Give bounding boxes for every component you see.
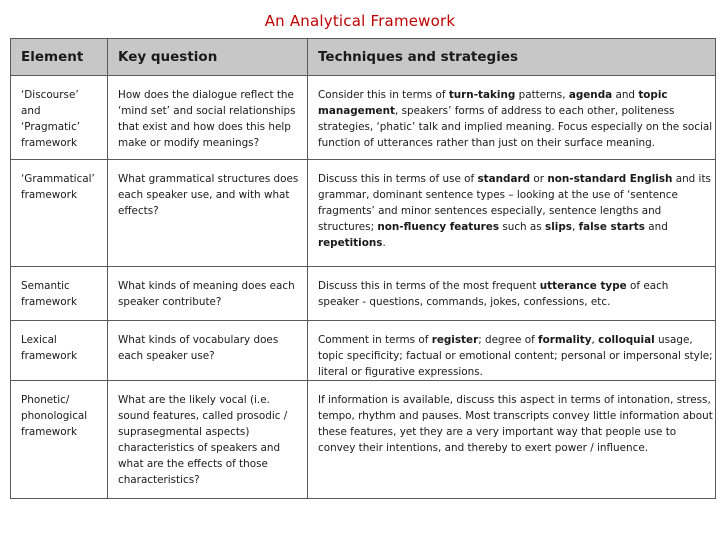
techniques-line: [318, 348, 713, 364]
text-run: Consider this in terms of: [318, 89, 449, 101]
key-term: management: [318, 105, 395, 117]
key-term: register: [431, 334, 479, 346]
question-line: make or modify meanings?: [118, 137, 260, 149]
question-line: What are the likely vocal (i.e.: [118, 394, 270, 406]
key-term: colloquial: [598, 334, 655, 346]
text-run: of each: [626, 280, 669, 292]
question-line: that exist and how does this help: [118, 121, 291, 133]
key-term: utterance type: [539, 280, 627, 292]
element-line: and: [21, 105, 41, 117]
techniques-line: [318, 135, 705, 151]
text-run: patterns,: [515, 89, 569, 101]
key-term: false starts: [578, 221, 645, 233]
question-line: What grammatical structures does: [118, 173, 299, 185]
key-term: non-fluency features: [377, 221, 500, 233]
question-line: What kinds of meaning does each: [118, 280, 295, 292]
techniques-line: [318, 332, 705, 348]
text-run: speaker - questions, commands, jokes, confessions, etc.: [318, 296, 611, 308]
element-line: framework: [21, 296, 77, 308]
text-run: convey their intentions, and thereby to exert power / influence.: [318, 442, 649, 454]
text-run: or: [530, 173, 548, 185]
element-line: framework: [21, 426, 77, 438]
element-line: Lexical: [21, 334, 57, 346]
question-line: each speaker use, and with what: [118, 189, 290, 201]
techniques-line: [318, 171, 711, 187]
techniques-line: [318, 392, 711, 408]
techniques-line: [318, 87, 705, 103]
element-line: Semantic: [21, 280, 70, 292]
techniques-line: [318, 294, 705, 310]
element-line: framework: [21, 189, 77, 201]
text-run: such as: [499, 221, 546, 233]
element-line: ‘Pragmatic’: [21, 121, 81, 133]
text-run: grammar, dominant sentence types – looking at the use of ‘sentence: [318, 189, 678, 201]
key-term: turn-taking: [448, 89, 516, 101]
text-run: ,: [591, 334, 599, 346]
text-run: Discuss this in terms of use of: [318, 173, 478, 185]
text-run: topic specificity; factual or emotional content; personal or impersonal style;: [318, 350, 713, 362]
text-run: Discuss this in terms of the most frequent: [318, 280, 540, 292]
text-run: and: [644, 221, 668, 233]
techniques-line: [318, 235, 705, 251]
table-row: [11, 160, 716, 267]
question-line: sound features, called prosodic /: [118, 410, 288, 422]
text-run: literal or figurative expressions.: [318, 366, 483, 378]
table-row: [11, 321, 716, 381]
text-run: .: [382, 237, 386, 249]
question-cell: [108, 76, 308, 160]
question-line: characteristics?: [118, 474, 200, 486]
element-line: framework: [21, 350, 77, 362]
header-element: Element: [11, 39, 108, 76]
text-run: structures;: [318, 221, 378, 233]
text-run: fragments’ and minor sentences especially, sentence lengths and: [318, 205, 662, 217]
header-key-question: Key question: [108, 39, 308, 76]
question-line: suprasegmental aspects): [118, 426, 250, 438]
text-run: function of utterances rather than just on their surface meaning.: [318, 137, 655, 149]
techniques-line: [318, 440, 705, 456]
page-title: An Analytical Framework: [264, 12, 456, 30]
framework-table: [10, 38, 716, 499]
key-term: agenda: [568, 89, 613, 101]
text-run: ,: [571, 221, 579, 233]
techniques-cell: [308, 381, 716, 499]
techniques-line: [318, 119, 713, 135]
techniques-line: [318, 203, 705, 219]
techniques-line: [318, 278, 705, 294]
techniques-cell: [308, 321, 716, 381]
table-row: [11, 76, 716, 160]
key-term: slips: [545, 221, 572, 233]
question-cell: [108, 267, 308, 321]
techniques-cell: [308, 160, 716, 267]
techniques-line: [318, 424, 705, 440]
table-row: [11, 267, 716, 321]
element-cell: [11, 381, 108, 499]
question-line: ‘mind set’ and social relationships: [118, 105, 296, 117]
techniques-line: [318, 408, 713, 424]
techniques-line: [318, 219, 705, 235]
question-line: How does the dialogue reflect the: [118, 89, 294, 101]
question-line: each speaker use?: [118, 350, 215, 362]
header-techniques: Techniques and strategies: [308, 39, 716, 76]
key-term: formality: [538, 334, 592, 346]
question-cell: [108, 321, 308, 381]
key-term: topic: [638, 89, 668, 101]
text-run: strategies, ‘phatic’ talk and implied meaning. Focus especially on the social: [318, 121, 713, 133]
table-row: [11, 381, 716, 499]
element-line: Phonetic/: [21, 394, 70, 406]
techniques-line: [318, 187, 705, 203]
text-run: and its: [672, 173, 711, 185]
element-line: phonological: [21, 410, 88, 422]
techniques-line: [318, 103, 705, 119]
key-term: non-standard English: [547, 173, 673, 185]
text-run: usage,: [654, 334, 693, 346]
text-run: , speakers’ forms of address to each other, politeness: [394, 105, 675, 117]
question-line: What kinds of vocabulary does: [118, 334, 279, 346]
element-line: ‘Grammatical’: [21, 173, 95, 185]
question-cell: [108, 381, 308, 499]
question-cell: [108, 160, 308, 267]
text-run: these features, yet they are a very important way that people use to: [318, 426, 677, 438]
techniques-line: [318, 364, 705, 380]
text-run: tempo, rhythm and pauses. Most transcripts convey little information about: [318, 410, 713, 422]
techniques-cell: [308, 76, 716, 160]
element-cell: [11, 160, 108, 267]
element-cell: [11, 76, 108, 160]
text-run: ; degree of: [478, 334, 539, 346]
text-run: Comment in terms of: [318, 334, 432, 346]
key-term: repetitions: [318, 237, 383, 249]
element-line: framework: [21, 137, 77, 149]
element-line: ‘Discourse’: [21, 89, 79, 101]
question-line: effects?: [118, 205, 159, 217]
header-row: [11, 39, 716, 76]
element-cell: [11, 267, 108, 321]
question-line: what are the effects of those: [118, 458, 268, 470]
element-cell: [11, 321, 108, 381]
techniques-cell: [308, 267, 716, 321]
key-term: standard: [477, 173, 531, 185]
question-line: characteristics of speakers and: [118, 442, 281, 454]
text-run: If information is available, discuss this aspect in terms of intonation, stress,: [318, 394, 711, 406]
text-run: and: [612, 89, 639, 101]
question-line: speaker contribute?: [118, 296, 222, 308]
